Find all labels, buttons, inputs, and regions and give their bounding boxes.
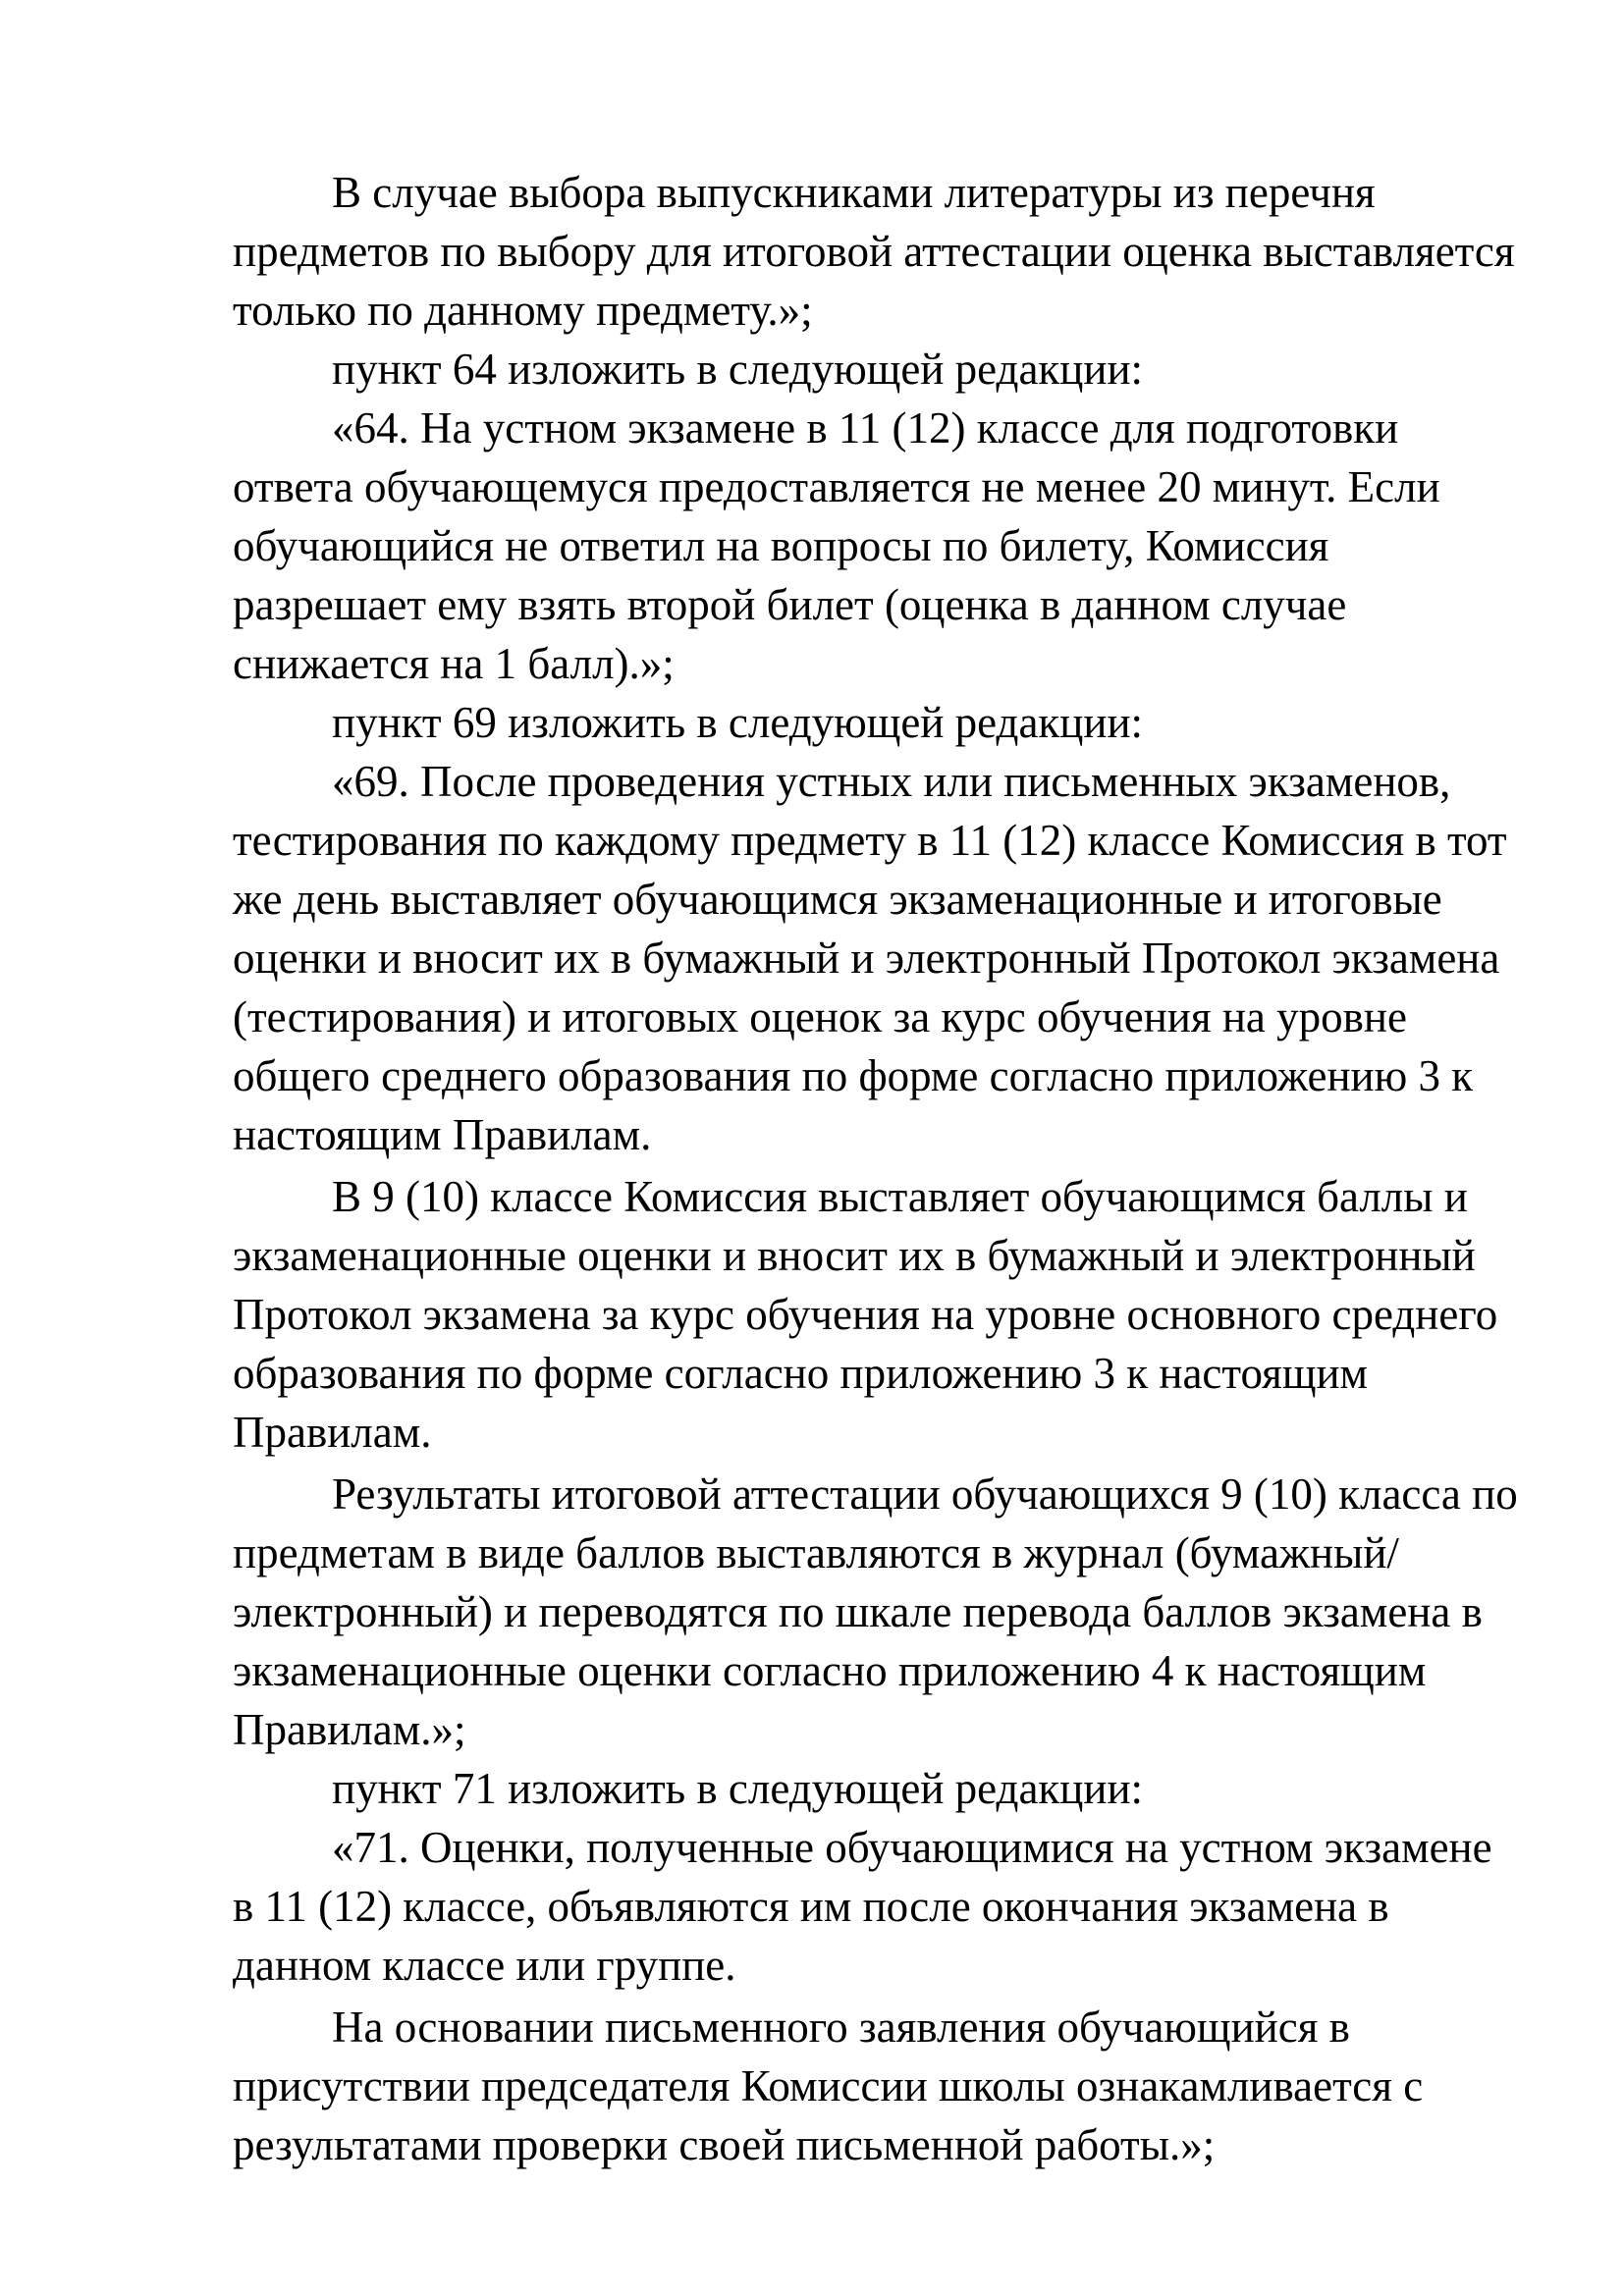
paragraph-item-71-intro: пункт 71 изложить в следующей редакции:: [332, 1764, 1144, 1813]
paragraph-results: Результаты итоговой аттестации обучающихся 9 (10) класса по предметам в виде баллов выставляются в журнал (бумажный/электронный) и переводятся по шкале перевода баллов экзамена в экзаменационные оценки согласно приложению 4 к настоящим Правилам.»;: [233, 1469, 1518, 1754]
paragraph-item-69-intro: пункт 69 изложить в следующей редакции:: [332, 698, 1144, 747]
paragraph-item-71-text: «71. Оценки, полученные обучающимися на устном экзамене в 11 (12) классе, объявляются им после окончания экзамена в данном классе или группе.: [233, 1823, 1492, 1990]
paragraph-item-64-text: «64. На устном экзамене в 11 (12) классе для подготовки ответа обучающемуся предоставляется не менее 20 минут. Если обучающийся не ответил на вопросы по билету, Комиссия разрешает ему взять второй билет (оценка в данном случае снижается на 1 балл).»;: [233, 403, 1440, 688]
paragraph-written-statement: На основании письменного заявления обучающийся в присутствии председателя Комиссии школы ознакамливается с результатами проверки своей письменной работы.»;: [233, 2002, 1424, 2169]
paragraph-item-64-intro: пункт 64 изложить в следующей редакции:: [332, 345, 1144, 394]
document-body: [233, 163, 1519, 2174]
paragraph-item-69-text: «69. После проведения устных или письменных экзаменов, тестирования по каждому предмету в 11 (12) классе Комиссия в тот же день выставляет обучающимся экзаменационные и итоговые оценки и вносит их в бумажный и электронный Протокол экзамена (тестирования) и итоговых оценок за курс обучения на уровне общего среднего образования по форме согласно приложению 3 к настоящим Правилам.: [233, 757, 1507, 1159]
paragraph-literature-choice: В случае выбора выпускниками литературы из перечня предметов по выбору для итоговой аттестации оценка выставляется только по данному предмету.»;: [233, 168, 1515, 335]
paragraph-grade-9-10: В 9 (10) классе Комиссия выставляет обучающимся баллы и экзаменационные оценки и вносит их в бумажный и электронный Протокол экзамена за курс обучения на уровне основного среднего образования по форме согласно приложению 3 к настоящим Правилам.: [233, 1172, 1498, 1457]
